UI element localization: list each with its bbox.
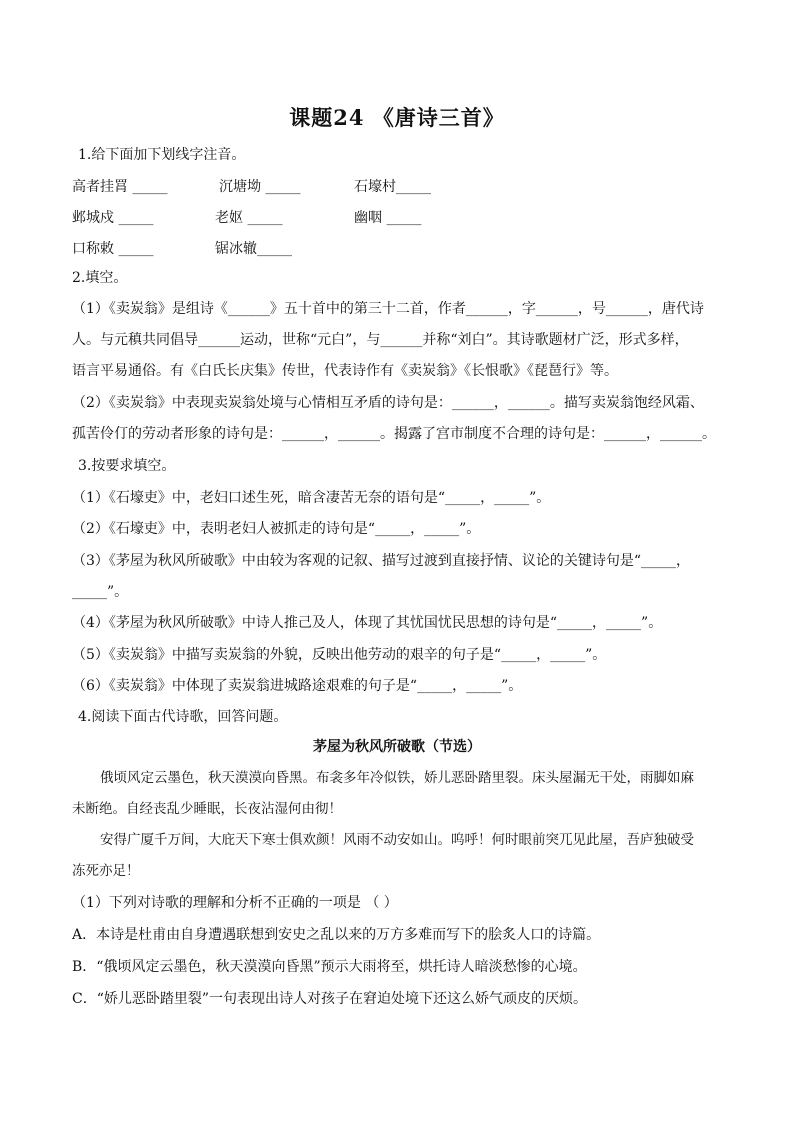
pinyin-item: 高者挂罥 _____ (72, 179, 168, 195)
option-c: C．“娇儿恶卧踏里裂”一句表现出诗人对孩子在窘迫处境下还这么娇气顽皮的厌烦。 (72, 991, 588, 1007)
fill-blank-line: （6）《卖炭翁》中体现了卖炭翁进城路途艰难的句子是“_____，_____”。 (72, 678, 523, 694)
sub-question: （1）下列对诗歌的理解和分析不正确的一项是 （ ） (72, 895, 398, 911)
pinyin-item: 石壕村_____ (354, 179, 431, 195)
fill-blank-line: 孤苦伶仃的劳动者形象的诗句是：______，______。揭露了宫市制度不合理的诗句是：______，______。 (72, 426, 716, 442)
pinyin-item: 口称敕 _____ (72, 241, 154, 257)
fill-blank-line: _____”。 (72, 584, 129, 600)
question-2-heading: 2.填空。 (72, 270, 128, 286)
poem-line: 冻死亦足！ (72, 863, 140, 879)
fill-blank-line: 语言平易通俗。有《白氏长庆集》传世，代表诗作有《卖炭翁》《长恨歌》《琵琶行》等。 (72, 363, 618, 379)
pinyin-item: 幽咽 _____ (354, 210, 422, 226)
fill-blank-line: （2）《石壕吏》中，表明老妇人被抓走的诗句是“_____，_____”。 (72, 521, 481, 537)
fill-blank-line: 人。与元稹共同倡导______运动，世称“元白”，与______并称“刘白”。其诗歌题材广泛，形式多样， (72, 332, 689, 348)
fill-blank-line: （1）《石壕吏》中，老妇口述生死，暗含凄苦无奈的语句是“_____，_____”。 (72, 490, 551, 506)
poem-line: 未断绝。自经丧乱少睡眠，长夜沾湿何由彻！ (72, 801, 342, 817)
poem-title: 茅屋为秋风所破歌（节选） (313, 739, 481, 755)
pinyin-item: 邺城戍 _____ (72, 210, 154, 226)
fill-blank-line: （2）《卖炭翁》中表现卖炭翁处境与心情相互矛盾的诗句是：______，______。描写卖炭翁饱经风霜、 (72, 395, 704, 411)
fill-blank-line: （3）《茅屋为秋风所破歌》中由较为客观的记叙、描写过渡到直接抒情、议论的关键诗句是“_____， (72, 553, 691, 569)
pinyin-item: 沉塘坳 _____ (219, 179, 301, 195)
question-1-heading: 1.给下面加下划线字注音。 (78, 147, 246, 163)
pinyin-item: 锯冰辙_____ (215, 241, 292, 257)
fill-blank-line: （5）《卖炭翁》中描写卖炭翁的外貌，反映出他劳动的艰辛的句子是“_____，_____”。 (72, 647, 607, 663)
poem-line: 俄顷风定云墨色，秋天漠漠向昏黑。布衾多年冷似铁，娇儿恶卧踏里裂。床头屋漏无干处，雨脚如麻 (100, 770, 694, 786)
poem-line: 安得广厦千万间，大庇天下寒士俱欢颜！风雨不动安如山。呜呼！何时眼前突兀见此屋，吾庐独破受 (100, 832, 694, 848)
option-a: A．本诗是杜甫由自身遭遇联想到安史之乱以来的万方多难而写下的脍炙人口的诗篇。 (72, 927, 601, 943)
page-title: 课题24 《唐诗三首》 (289, 105, 505, 130)
pinyin-item: 老妪 _____ (215, 210, 283, 226)
option-b: B．“俄顷风定云墨色，秋天漠漠向昏黑”预示大雨将至，烘托诗人暗淡愁惨的心境。 (72, 959, 587, 975)
question-3-heading: 3.按要求填空。 (78, 458, 176, 474)
question-4-heading: 4.阅读下面古代诗歌，回答问题。 (78, 709, 288, 725)
fill-blank-line: （4）《茅屋为秋风所破歌》中诗人推己及人，体现了其忧国忧民思想的诗句是“_____，_____”。 (72, 615, 663, 631)
fill-blank-line: （1）《卖炭翁》是组诗《______》五十首中的第三十二首，作者______，字______，号______，唐代诗 (72, 301, 704, 317)
